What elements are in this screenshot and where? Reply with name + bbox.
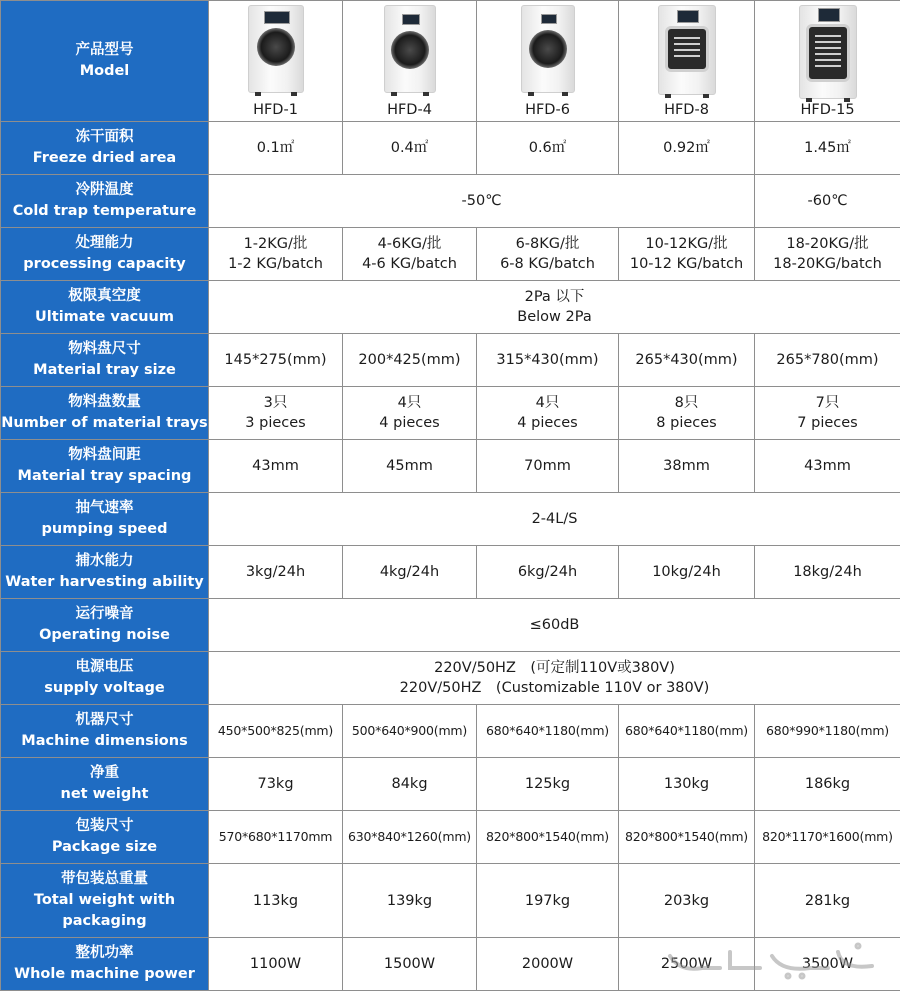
label-number-of-trays xyxy=(1,387,209,440)
model-cell-hfd15 xyxy=(755,1,900,122)
cell-value: 18kg/24h xyxy=(755,546,900,599)
model-name: HFD-15 xyxy=(755,102,900,118)
watermark-logo xyxy=(660,938,885,983)
model-cell-hfd8 xyxy=(619,1,755,122)
cell-value: 265*430(mm) xyxy=(619,334,755,387)
label-package-size xyxy=(1,811,209,864)
cell-value-merged: ≤60dB xyxy=(209,599,900,652)
cell-value: 0.1㎡ xyxy=(209,122,343,175)
row-total-weight xyxy=(1,864,900,938)
label-en: Number of material trays xyxy=(1,413,208,434)
model-cell-hfd4 xyxy=(343,1,477,122)
cell-value: 265*780(mm) xyxy=(755,334,900,387)
label-cn: 净重 xyxy=(1,763,208,784)
label-en: Material tray spacing xyxy=(1,466,208,487)
cell-value: 125kg xyxy=(477,758,619,811)
cell-value: 2500W xyxy=(619,938,755,991)
row-freeze-dried-area xyxy=(1,122,900,175)
label-en: supply voltage xyxy=(1,678,208,699)
row-processing-capacity xyxy=(1,228,900,281)
cell-value: 4只 4 pieces xyxy=(343,387,477,440)
model-name: HFD-6 xyxy=(477,102,618,118)
label-machine-power xyxy=(1,938,209,991)
label-material-tray-size xyxy=(1,334,209,387)
cell-value: 10kg/24h xyxy=(619,546,755,599)
cell-value: 4kg/24h xyxy=(343,546,477,599)
cell-value: 3kg/24h xyxy=(209,546,343,599)
model-name: HFD-4 xyxy=(343,102,476,118)
cell-value: 18-20KG/批 18-20KG/batch xyxy=(755,228,900,281)
label-en: packaging xyxy=(1,911,208,932)
cell-value: 197kg xyxy=(477,864,619,938)
row-supply-voltage xyxy=(1,652,900,705)
row-machine-dimensions xyxy=(1,705,900,758)
cell-value: 2000W xyxy=(477,938,619,991)
freeze-dryer-icon xyxy=(799,5,857,99)
label-processing-capacity xyxy=(1,228,209,281)
label-cn: 电源电压 xyxy=(1,657,208,678)
cell-value: 8只 8 pieces xyxy=(619,387,755,440)
cell-value: 680*640*1180(mm) xyxy=(477,705,619,758)
cell-value: 281kg xyxy=(755,864,900,938)
cell-value: 1.45㎡ xyxy=(755,122,900,175)
cell-value: 84kg xyxy=(343,758,477,811)
cell-value: 0.6㎡ xyxy=(477,122,619,175)
cell-value-merged: -50℃ xyxy=(209,175,755,228)
freeze-dryer-icon xyxy=(521,5,575,93)
label-en: Material tray size xyxy=(1,360,208,381)
label-machine-dimensions xyxy=(1,705,209,758)
cell-value: 113kg xyxy=(209,864,343,938)
cell-value: 6-8KG/批 6-8 KG/batch xyxy=(477,228,619,281)
label-cn: 包装尺寸 xyxy=(1,816,208,837)
label-pumping-speed xyxy=(1,493,209,546)
row-model xyxy=(1,1,900,122)
label-water-harvesting xyxy=(1,546,209,599)
cell-value: 6kg/24h xyxy=(477,546,619,599)
label-cn: 整机功率 xyxy=(1,943,208,964)
label-model xyxy=(1,1,209,122)
freeze-dryer-icon xyxy=(384,5,436,93)
row-package-size xyxy=(1,811,900,864)
label-en: Water harvesting ability xyxy=(1,572,208,593)
cell-value: 820*800*1540(mm) xyxy=(477,811,619,864)
row-number-of-trays xyxy=(1,387,900,440)
cell-value: 10-12KG/批 10-12 KG/batch xyxy=(619,228,755,281)
label-cn: 物料盘数量 xyxy=(1,392,208,413)
label-ultimate-vacuum xyxy=(1,281,209,334)
cell-value: 820*1170*1600(mm) xyxy=(755,811,900,864)
label-cn: 极限真空度 xyxy=(1,286,208,307)
cell-value: 70mm xyxy=(477,440,619,493)
cell-value: -60℃ xyxy=(755,175,900,228)
cell-value: 4-6KG/批 4-6 KG/batch xyxy=(343,228,477,281)
row-net-weight xyxy=(1,758,900,811)
model-cell-hfd6 xyxy=(477,1,619,122)
label-cn: 产品型号 xyxy=(1,40,208,61)
label-cold-trap-temperature xyxy=(1,175,209,228)
label-cn: 带包装总重量 xyxy=(1,869,208,890)
cell-value: 203kg xyxy=(619,864,755,938)
label-en: Package size xyxy=(1,837,208,858)
label-en: Cold trap temperature xyxy=(1,201,208,222)
row-ultimate-vacuum xyxy=(1,281,900,334)
cell-value: 3只 3 pieces xyxy=(209,387,343,440)
cell-value: 4只 4 pieces xyxy=(477,387,619,440)
label-cn: 机器尺寸 xyxy=(1,710,208,731)
freeze-dryer-icon xyxy=(248,5,304,93)
cell-value: 1100W xyxy=(209,938,343,991)
label-en: Operating noise xyxy=(1,625,208,646)
cell-value: 3500W xyxy=(755,938,900,991)
label-en: Model xyxy=(1,61,208,82)
cell-value: 43mm xyxy=(209,440,343,493)
label-material-tray-spacing xyxy=(1,440,209,493)
label-en: Total weight with xyxy=(1,890,208,911)
cell-value: 43mm xyxy=(755,440,900,493)
cell-value: 1500W xyxy=(343,938,477,991)
label-cn: 运行噪音 xyxy=(1,604,208,625)
label-freeze-dried-area xyxy=(1,122,209,175)
freeze-dryer-icon xyxy=(658,5,716,95)
label-en: Freeze dried area xyxy=(1,148,208,169)
label-en: processing capacity xyxy=(1,254,208,275)
cell-value: 630*840*1260(mm) xyxy=(343,811,477,864)
label-cn: 捕水能力 xyxy=(1,551,208,572)
cell-value: 139kg xyxy=(343,864,477,938)
label-cn: 冻干面积 xyxy=(1,127,208,148)
label-en: net weight xyxy=(1,784,208,805)
model-name: HFD-8 xyxy=(619,102,754,118)
row-material-tray-size xyxy=(1,334,900,387)
row-operating-noise xyxy=(1,599,900,652)
cell-value: 680*990*1180(mm) xyxy=(755,705,900,758)
cell-value-merged: 2-4L/S xyxy=(209,493,900,546)
cell-value: 186kg xyxy=(755,758,900,811)
cell-value: 45mm xyxy=(343,440,477,493)
label-total-weight xyxy=(1,864,209,938)
row-cold-trap-temperature xyxy=(1,175,900,228)
cell-value-merged: 2Pa 以下 Below 2Pa xyxy=(209,281,900,334)
cell-value: 73kg xyxy=(209,758,343,811)
cell-value: 38mm xyxy=(619,440,755,493)
label-cn: 冷阱温度 xyxy=(1,180,208,201)
cell-value: 0.92㎡ xyxy=(619,122,755,175)
cell-value-merged: 220V/50HZ (可定制110V或380V) 220V/50HZ (Customizable 110V or 380V) xyxy=(209,652,900,705)
cell-value: 0.4㎡ xyxy=(343,122,477,175)
label-en: Machine dimensions xyxy=(1,731,208,752)
label-operating-noise xyxy=(1,599,209,652)
cell-value: 130kg xyxy=(619,758,755,811)
row-material-tray-spacing xyxy=(1,440,900,493)
cell-value: 570*680*1170mm xyxy=(209,811,343,864)
row-pumping-speed xyxy=(1,493,900,546)
label-en: pumping speed xyxy=(1,519,208,540)
cell-value: 450*500*825(mm) xyxy=(209,705,343,758)
label-cn: 物料盘间距 xyxy=(1,445,208,466)
cell-value: 500*640*900(mm) xyxy=(343,705,477,758)
cell-value: 315*430(mm) xyxy=(477,334,619,387)
cell-value: 145*275(mm) xyxy=(209,334,343,387)
label-supply-voltage xyxy=(1,652,209,705)
row-water-harvesting xyxy=(1,546,900,599)
cell-value: 680*640*1180(mm) xyxy=(619,705,755,758)
cell-value: 200*425(mm) xyxy=(343,334,477,387)
cell-value: 1-2KG/批 1-2 KG/batch xyxy=(209,228,343,281)
model-name: HFD-1 xyxy=(209,102,342,118)
label-cn: 处理能力 xyxy=(1,233,208,254)
cell-value: 7只 7 pieces xyxy=(755,387,900,440)
cell-value: 820*800*1540(mm) xyxy=(619,811,755,864)
label-en: Whole machine power xyxy=(1,964,208,985)
label-en: Ultimate vacuum xyxy=(1,307,208,328)
label-net-weight xyxy=(1,758,209,811)
model-cell-hfd1 xyxy=(209,1,343,122)
label-cn: 抽气速率 xyxy=(1,498,208,519)
label-cn: 物料盘尺寸 xyxy=(1,339,208,360)
